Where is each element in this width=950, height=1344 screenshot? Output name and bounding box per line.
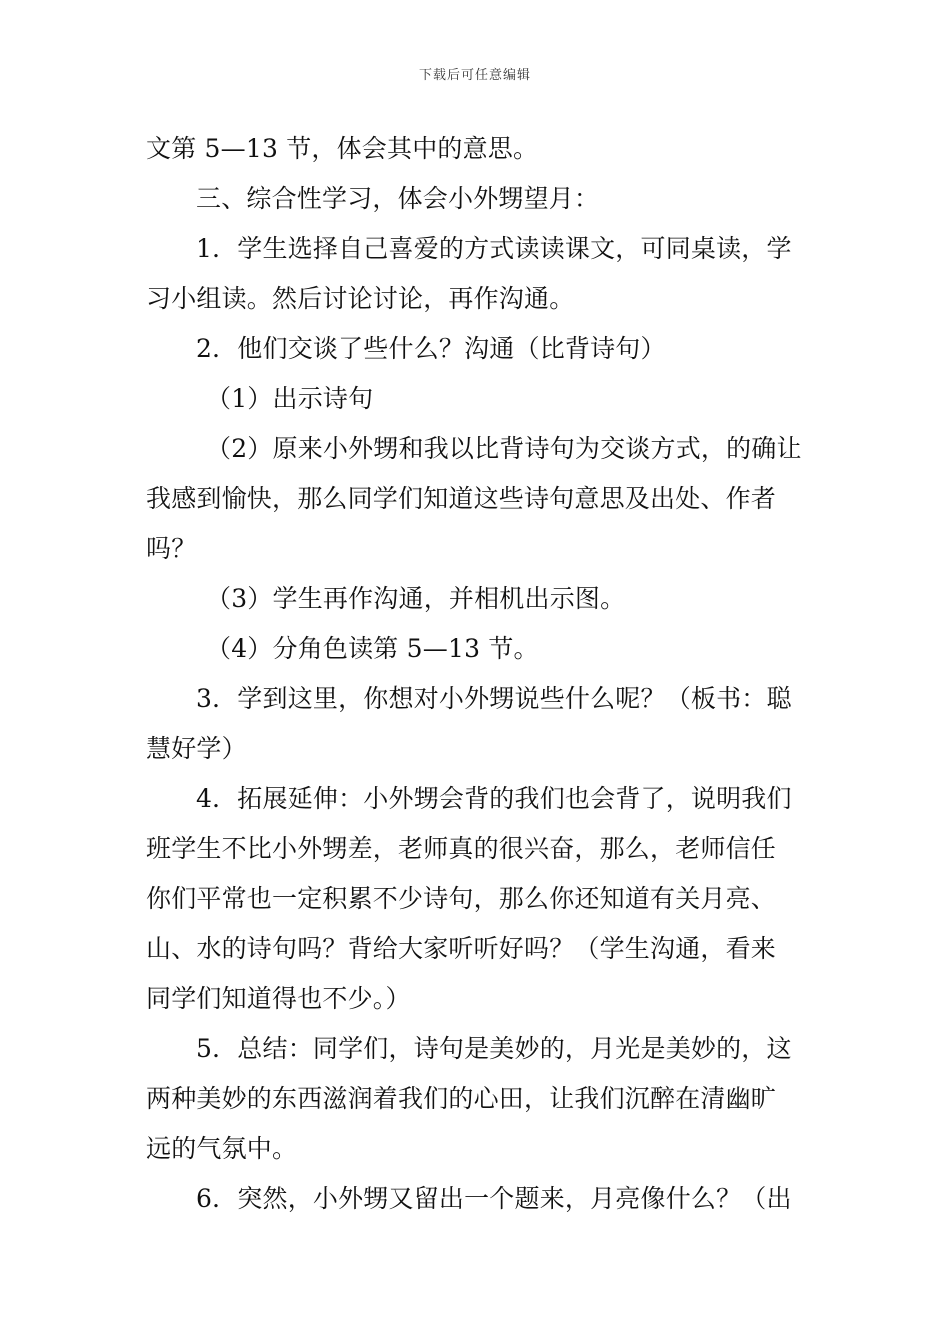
text-line: 山、水的诗句吗？背给大家听听好吗？（学生沟通，看来 <box>146 934 777 963</box>
text-line: 5．总结：同学们，诗句是美妙的，月光是美妙的，这 <box>196 1034 792 1063</box>
text-line: 你们平常也一定积累不少诗句，那么你还知道有关月亮、 <box>146 884 777 913</box>
text-line: 6．突然，小外甥又留出一个题来，月亮像什么？（出 <box>196 1184 792 1213</box>
text-line: 吗？ <box>146 534 197 563</box>
text-line: 我感到愉快，那么同学们知道这些诗句意思及出处、作者 <box>146 484 777 513</box>
text-line: （1）出示诗句 <box>206 384 374 413</box>
text-line: 班学生不比小外甥差，老师真的很兴奋，那么，老师信任 <box>146 834 777 863</box>
text-line: （2）原来小外甥和我以比背诗句为交谈方式，的确让 <box>206 434 802 463</box>
text-line: 远的气氛中。 <box>146 1134 298 1163</box>
text-line: 同学们知道得也不少。） <box>146 984 411 1013</box>
page-header-note: 下载后可任意编辑 <box>418 68 531 83</box>
text-line: 习小组读。然后讨论讨论，再作沟通。 <box>146 284 575 313</box>
text-line: 3．学到这里，你想对小外甥说些什么呢？（板书：聪 <box>196 684 792 713</box>
text-line: 2．他们交谈了些什么？沟通（比背诗句） <box>196 334 666 363</box>
text-line: 4．拓展延伸：小外甥会背的我们也会背了，说明我们 <box>196 784 792 813</box>
text-line: 慧好学） <box>146 734 247 763</box>
text-line: 1．学生选择自己喜爱的方式读读课文，可同桌读，学 <box>196 234 792 263</box>
text-line: 两种美妙的东西滋润着我们的心田，让我们沉醉在清幽旷 <box>146 1084 777 1113</box>
text-line: （4）分角色读第 5—13 节。 <box>206 634 539 663</box>
document-body <box>146 124 808 1224</box>
text-line: 三、综合性学习，体会小外甥望月： <box>196 184 600 213</box>
text-line: 文第 5—13 节，体会其中的意思。 <box>146 134 539 163</box>
text-line: （3）学生再作沟通，并相机出示图。 <box>206 584 626 613</box>
